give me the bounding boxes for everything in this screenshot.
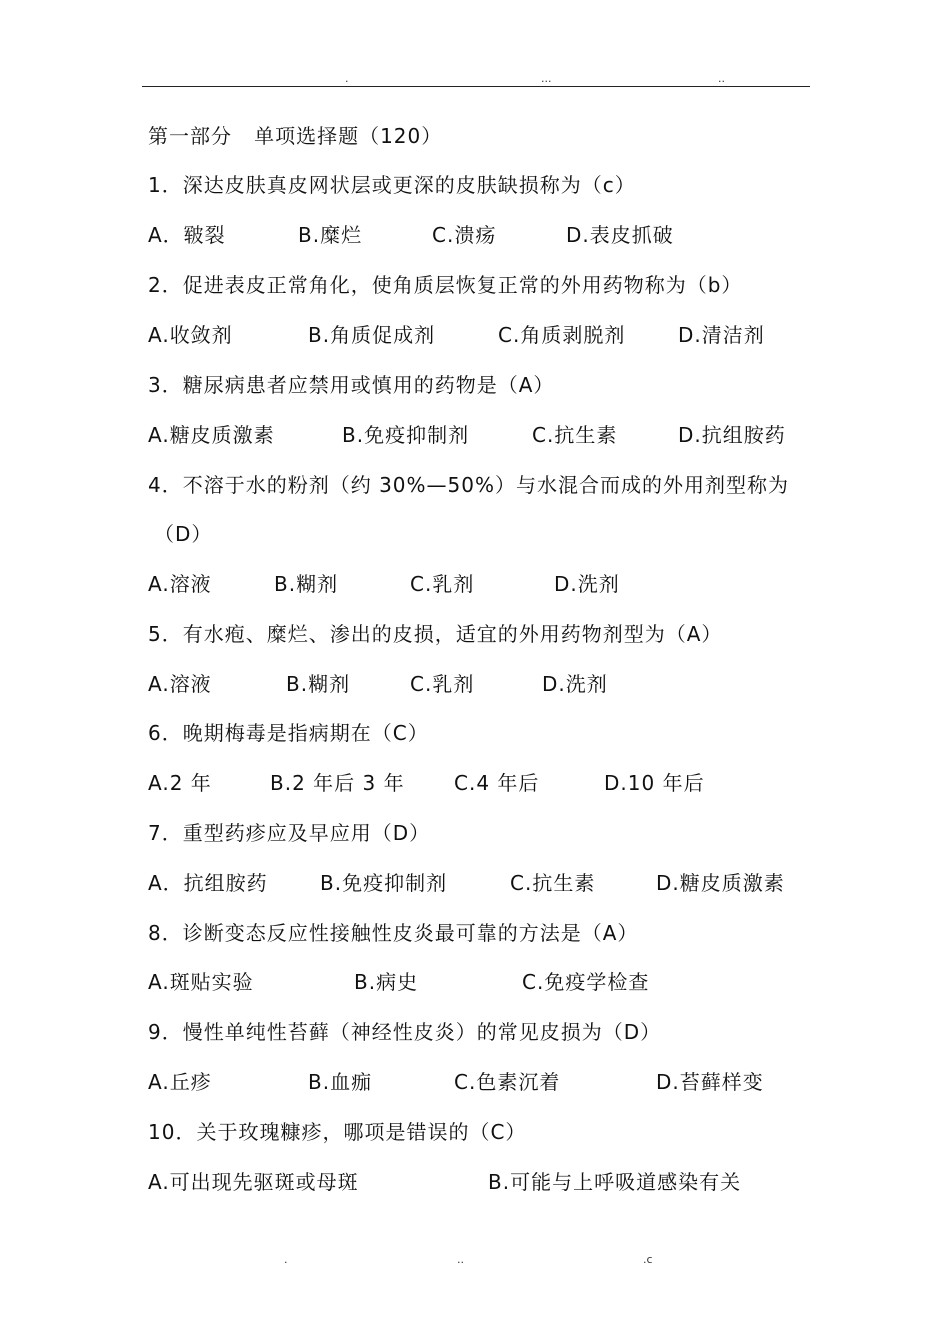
section-title: 第一部分 单项选择题（120） (148, 124, 443, 148)
footer-mark-2: .. (457, 1253, 464, 1266)
option-a: A.2 年 (148, 771, 212, 795)
option-a: A.溶液 (148, 672, 212, 696)
option-b: B.糊剂 (274, 572, 339, 596)
option-c: C.溃疡 (432, 223, 497, 247)
option-d: D.清洁剂 (678, 323, 765, 347)
option-b: B.免疫抑制剂 (320, 871, 448, 895)
option-c: C.色素沉着 (454, 1070, 561, 1094)
option-d: D.10 年后 (604, 771, 705, 795)
option-b: B.糊剂 (286, 672, 351, 696)
footer-mark-1: . (284, 1253, 288, 1266)
option-c: C.乳剂 (410, 572, 475, 596)
header-mark-1: . (345, 72, 349, 85)
option-a: A.糖皮质激素 (148, 423, 275, 447)
option-b: B.糜烂 (298, 223, 363, 247)
option-d: D.抗组胺药 (678, 423, 786, 447)
question-6-stem: 6．晚期梅毒是指病期在（C） (148, 721, 429, 745)
question-7-stem: 7．重型药疹应及早应用（D） (148, 821, 431, 845)
question-10-stem: 10．关于玫瑰糠疹，哪项是错误的（C） (148, 1120, 527, 1144)
option-a: A.斑贴实验 (148, 970, 254, 994)
option-b: B.免疫抑制剂 (342, 423, 470, 447)
option-b: B.病史 (354, 970, 419, 994)
question-10-options (148, 1169, 742, 1247)
question-2-stem: 2．促进表皮正常角化，使角质层恢复正常的外用药物称为（b） (148, 273, 743, 297)
header-mark-2: ... (541, 72, 552, 85)
question-4-stem-continuation: （D） (154, 522, 213, 546)
question-1-stem: 1．深达皮肤真皮网状层或更深的皮肤缺损称为（c） (148, 173, 636, 197)
option-d: D.洗剂 (554, 572, 620, 596)
question-9-stem: 9．慢性单纯性苔藓（神经性皮炎）的常见皮损为（D） (148, 1020, 662, 1044)
option-a: A.可出现先驱斑或母斑 (148, 1170, 359, 1194)
option-b: B.血痂 (308, 1070, 373, 1094)
option-c: C.抗生素 (510, 871, 596, 895)
question-8-stem: 8．诊断变态反应性接触性皮炎最可靠的方法是（A） (148, 921, 639, 945)
option-b: B.可能与上呼吸道感染有关 (488, 1170, 742, 1194)
option-a: A.丘疹 (148, 1070, 212, 1094)
question-5-stem: 5．有水疱、糜烂、渗出的皮损，适宜的外用药物剂型为（A） (148, 622, 723, 646)
option-a: A.收敛剂 (148, 323, 233, 347)
question-4-stem: 4．不溶于水的粉剂（约 30%—50%）与水混合而成的外用剂型称为 (148, 473, 789, 497)
option-c: C.4 年后 (454, 771, 540, 795)
option-a: A．抗组胺药 (148, 871, 268, 895)
footer-mark-3: .c (643, 1253, 653, 1266)
option-a: A.溶液 (148, 572, 212, 596)
header-mark-3: .. (718, 72, 725, 85)
option-a: A．皲裂 (148, 223, 226, 247)
option-c: C.乳剂 (410, 672, 475, 696)
option-c: C.免疫学检查 (522, 970, 650, 994)
option-c: C.抗生素 (532, 423, 618, 447)
option-d: D.洗剂 (542, 672, 608, 696)
option-d: D.糖皮质激素 (656, 871, 785, 895)
header-rule (142, 86, 810, 87)
option-b: B.角质促成剂 (308, 323, 436, 347)
option-b: B.2 年后 3 年 (270, 771, 405, 795)
option-c: C.角质剥脱剂 (498, 323, 626, 347)
option-d: D.苔藓样变 (656, 1070, 764, 1094)
question-3-stem: 3．糖尿病患者应禁用或慎用的药物是（A） (148, 373, 555, 397)
option-d: D.表皮抓破 (566, 223, 674, 247)
